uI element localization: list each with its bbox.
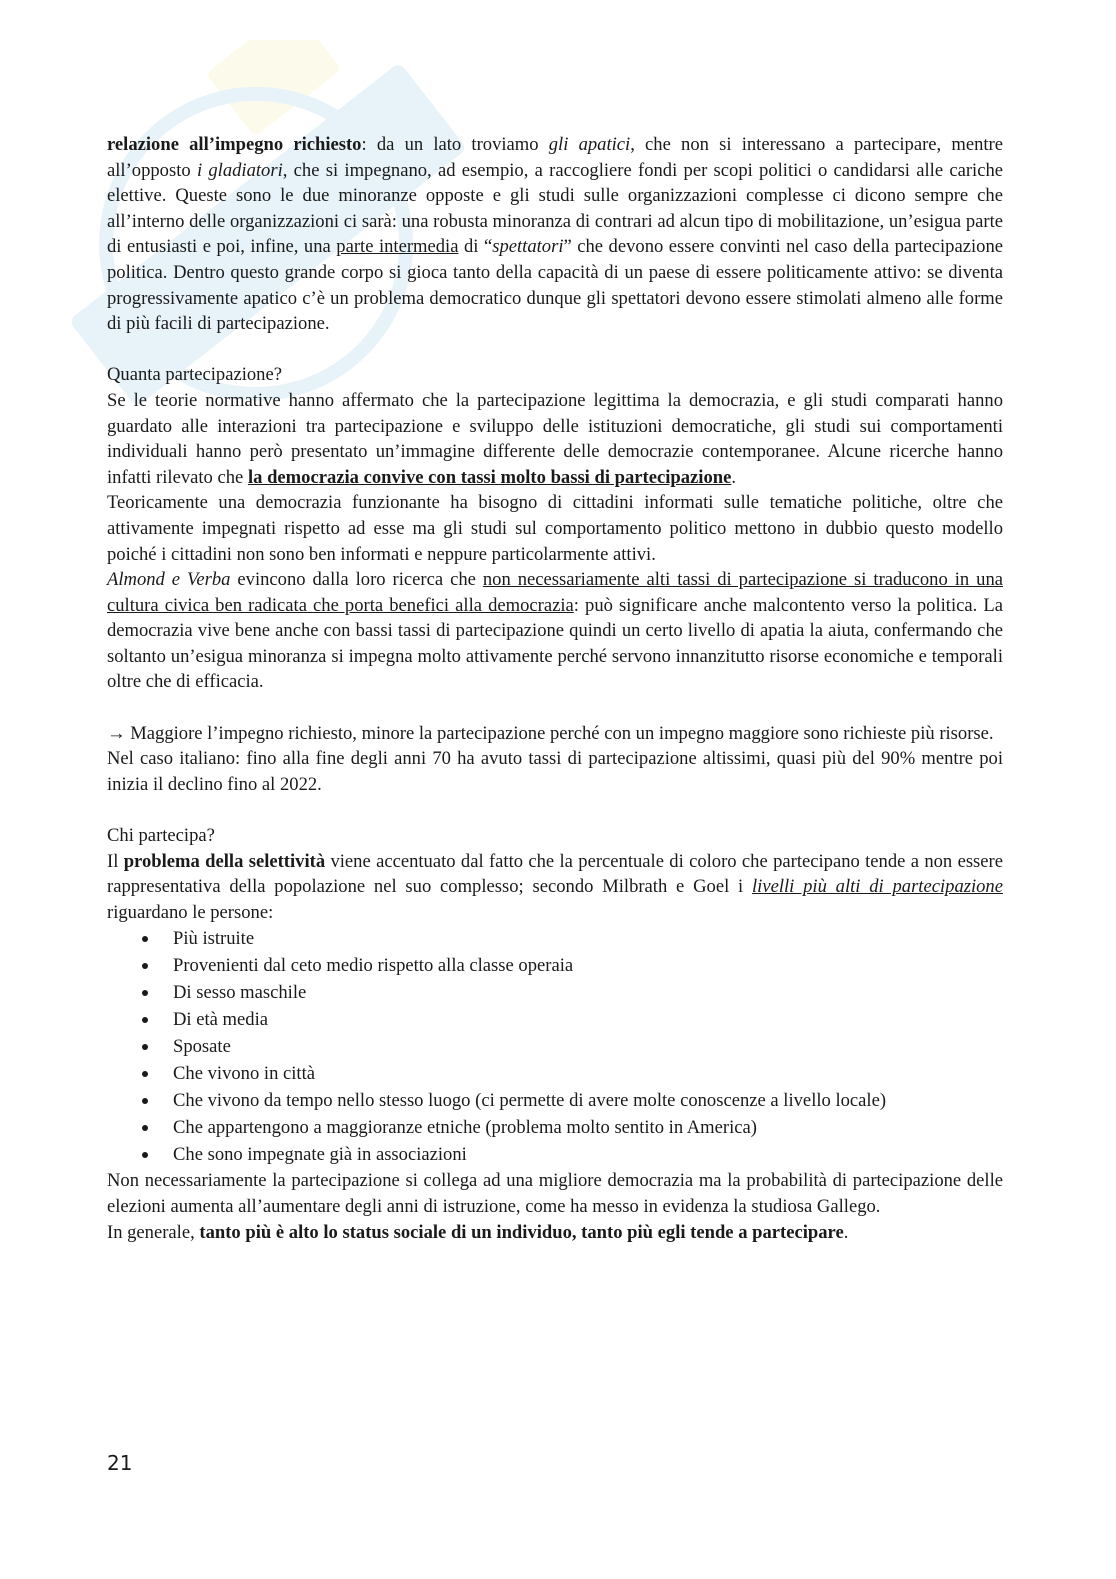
list-item: Che vivono da tempo nello stesso luogo (ci permette di avere molte conoscenze a livello locale) [173, 1087, 1003, 1114]
text-run: , che non si interessano a partecipare, mentre all’opposto [107, 134, 1004, 181]
text-run: di “ [458, 236, 493, 258]
text-run: riguardano le persone: [107, 901, 274, 923]
list-item: Che vivono in città [173, 1060, 1003, 1087]
paragraph-education: Non necessariamente la partecipazione si collega ad una migliore democrazia ma la probabilità di partecipazione delle elezioni aumenta all’aumentare degli anni di istruzione, come ha messo in evidenza la studiosa Gallego. [107, 1170, 1003, 1217]
paragraph-engagement [107, 132, 1003, 337]
italic-underlined-term: livelli più alti di partecipazione [751, 876, 1003, 898]
text-run: : può significare anche malcontento verso la politica. La democrazia vive bene anche con bassi tassi di partecipazione quindi un certo livello di apatia la aiuta, confermando che soltanto un’esigua minoranza si impegna molto attivamente perché servono innanzitutto risorse economiche e temporali oltre che di efficacia. [107, 594, 1003, 693]
list-item: Che sono impegnate già in associazioni [173, 1141, 1003, 1168]
paragraph-selectivity [107, 849, 1003, 926]
list-item: Più istruite [173, 925, 1003, 952]
paragraph-theories [107, 388, 1003, 490]
heading-quanta-partecipazione: Quanta partecipazione? [107, 364, 282, 386]
text-run: evincono dalla loro ricerca che [230, 569, 483, 591]
bold-underlined-claim: la democrazia convive con tassi molto bassi di partecipazione [247, 466, 732, 488]
bold-conclusion: tanto più è alto lo status sociale di un individuo, tanto più egli tende a partecipare [199, 1221, 844, 1243]
text-run: Il [107, 850, 124, 872]
paragraph-almond-verba [107, 567, 1003, 695]
document-page [107, 132, 1003, 1245]
underlined-term: parte intermedia [336, 236, 459, 258]
arrow-icon: → [107, 722, 126, 744]
paragraph-social-status [107, 1220, 1003, 1246]
bullet-list-participants [107, 925, 1003, 1168]
list-item: Di sesso maschile [173, 979, 1003, 1006]
page-number: 21 [107, 1451, 133, 1475]
italic-term: gli apatici [548, 134, 631, 155]
list-item: Che appartengono a maggioranze etniche (problema molto sentito in America) [173, 1114, 1003, 1141]
italic-term: i gladiatori [196, 159, 283, 181]
list-item: Di età media [173, 1006, 1003, 1033]
bold-term: problema della selettività [123, 850, 326, 872]
watermark-accent [206, 40, 342, 137]
text-run: ” che devono essere convinti nel caso della partecipazione politica. Dentro questo grande corpo si gioca tanto della capacità di un paese di essere politicamente attivo: se diventa progressivamente apatico c’è un problema democratico dunque gli spettatori devono essere stimolati almeno alle forme di più facili di partecipazione. [107, 236, 1003, 335]
italic-term: spettatori [492, 236, 564, 258]
list-item: Sposate [173, 1033, 1003, 1060]
text-run: In generale, [107, 1221, 200, 1243]
italic-authors: Almond e Verba [107, 569, 231, 591]
paragraph-engagement-arrow [107, 721, 1003, 747]
underlined-claim: non necessariamente alti tassi di partecipazione si traducono in una cultura civica ben radicata che porta benefici alla democrazia [107, 569, 1003, 616]
text-run: . [731, 466, 737, 488]
text-run: , che si impegnano, ad esempio, a raccogliere fondi per scopi politici o candidarsi alle cariche elettive. Queste sono le due minoranze opposte e gli studi sulle organizzazioni complesse ci dicono sempre che all’interno delle organizzazioni ci sarà: una robusta minoranza di contrari ad alcun tipo di mobilitazione, un’esigua parte di entusiasti e poi, infine, una [107, 159, 1004, 258]
bold-term: relazione all’impegno richiesto [107, 134, 362, 155]
heading-chi-partecipa: Chi partecipa? [107, 825, 215, 847]
text-run: Se le teorie normative hanno affermato che la partecipazione legittima la democrazia, e gli studi comparati hanno guardato alle interazioni tra partecipazione e sviluppo delle istituzioni democratiche, gli studi sui comportamenti individuali hanno però presentato un’immagine differente delle democrazie contemporanee. Alcune ricerche hanno infatti rilevato che [107, 389, 1003, 488]
list-item: Provenienti dal ceto medio rispetto alla classe operaia [173, 952, 1003, 979]
text-run: : da un lato troviamo [361, 134, 549, 155]
text-run: viene accentuato dal fatto che la percentuale di coloro che partecipano tende a non essere rappresentativa della popolazione nel suo complesso; secondo Milbrath e Goel i [107, 850, 1003, 898]
text-run: . [843, 1221, 849, 1243]
paragraph-italian-case: Nel caso italiano: fino alla fine degli anni 70 ha avuto tassi di partecipazione altissimi, quasi più del 90% mentre poi inizia il declino fino al 2022. [107, 748, 1003, 795]
text-run: Maggiore l’impegno richiesto, minore la partecipazione perché con un impegno maggiore sono richieste più risorse. [125, 722, 994, 744]
paragraph-functioning-democracy: Teoricamente una democrazia funzionante ha bisogno di cittadini informati sulle tematiche politiche, oltre che attivamente impegnati rispetto ad esse ma gli studi sul comportamento politico mettono in dubbio questo modello poiché i cittadini non sono ben informati e neppure particolarmente attivi. [107, 492, 1003, 565]
